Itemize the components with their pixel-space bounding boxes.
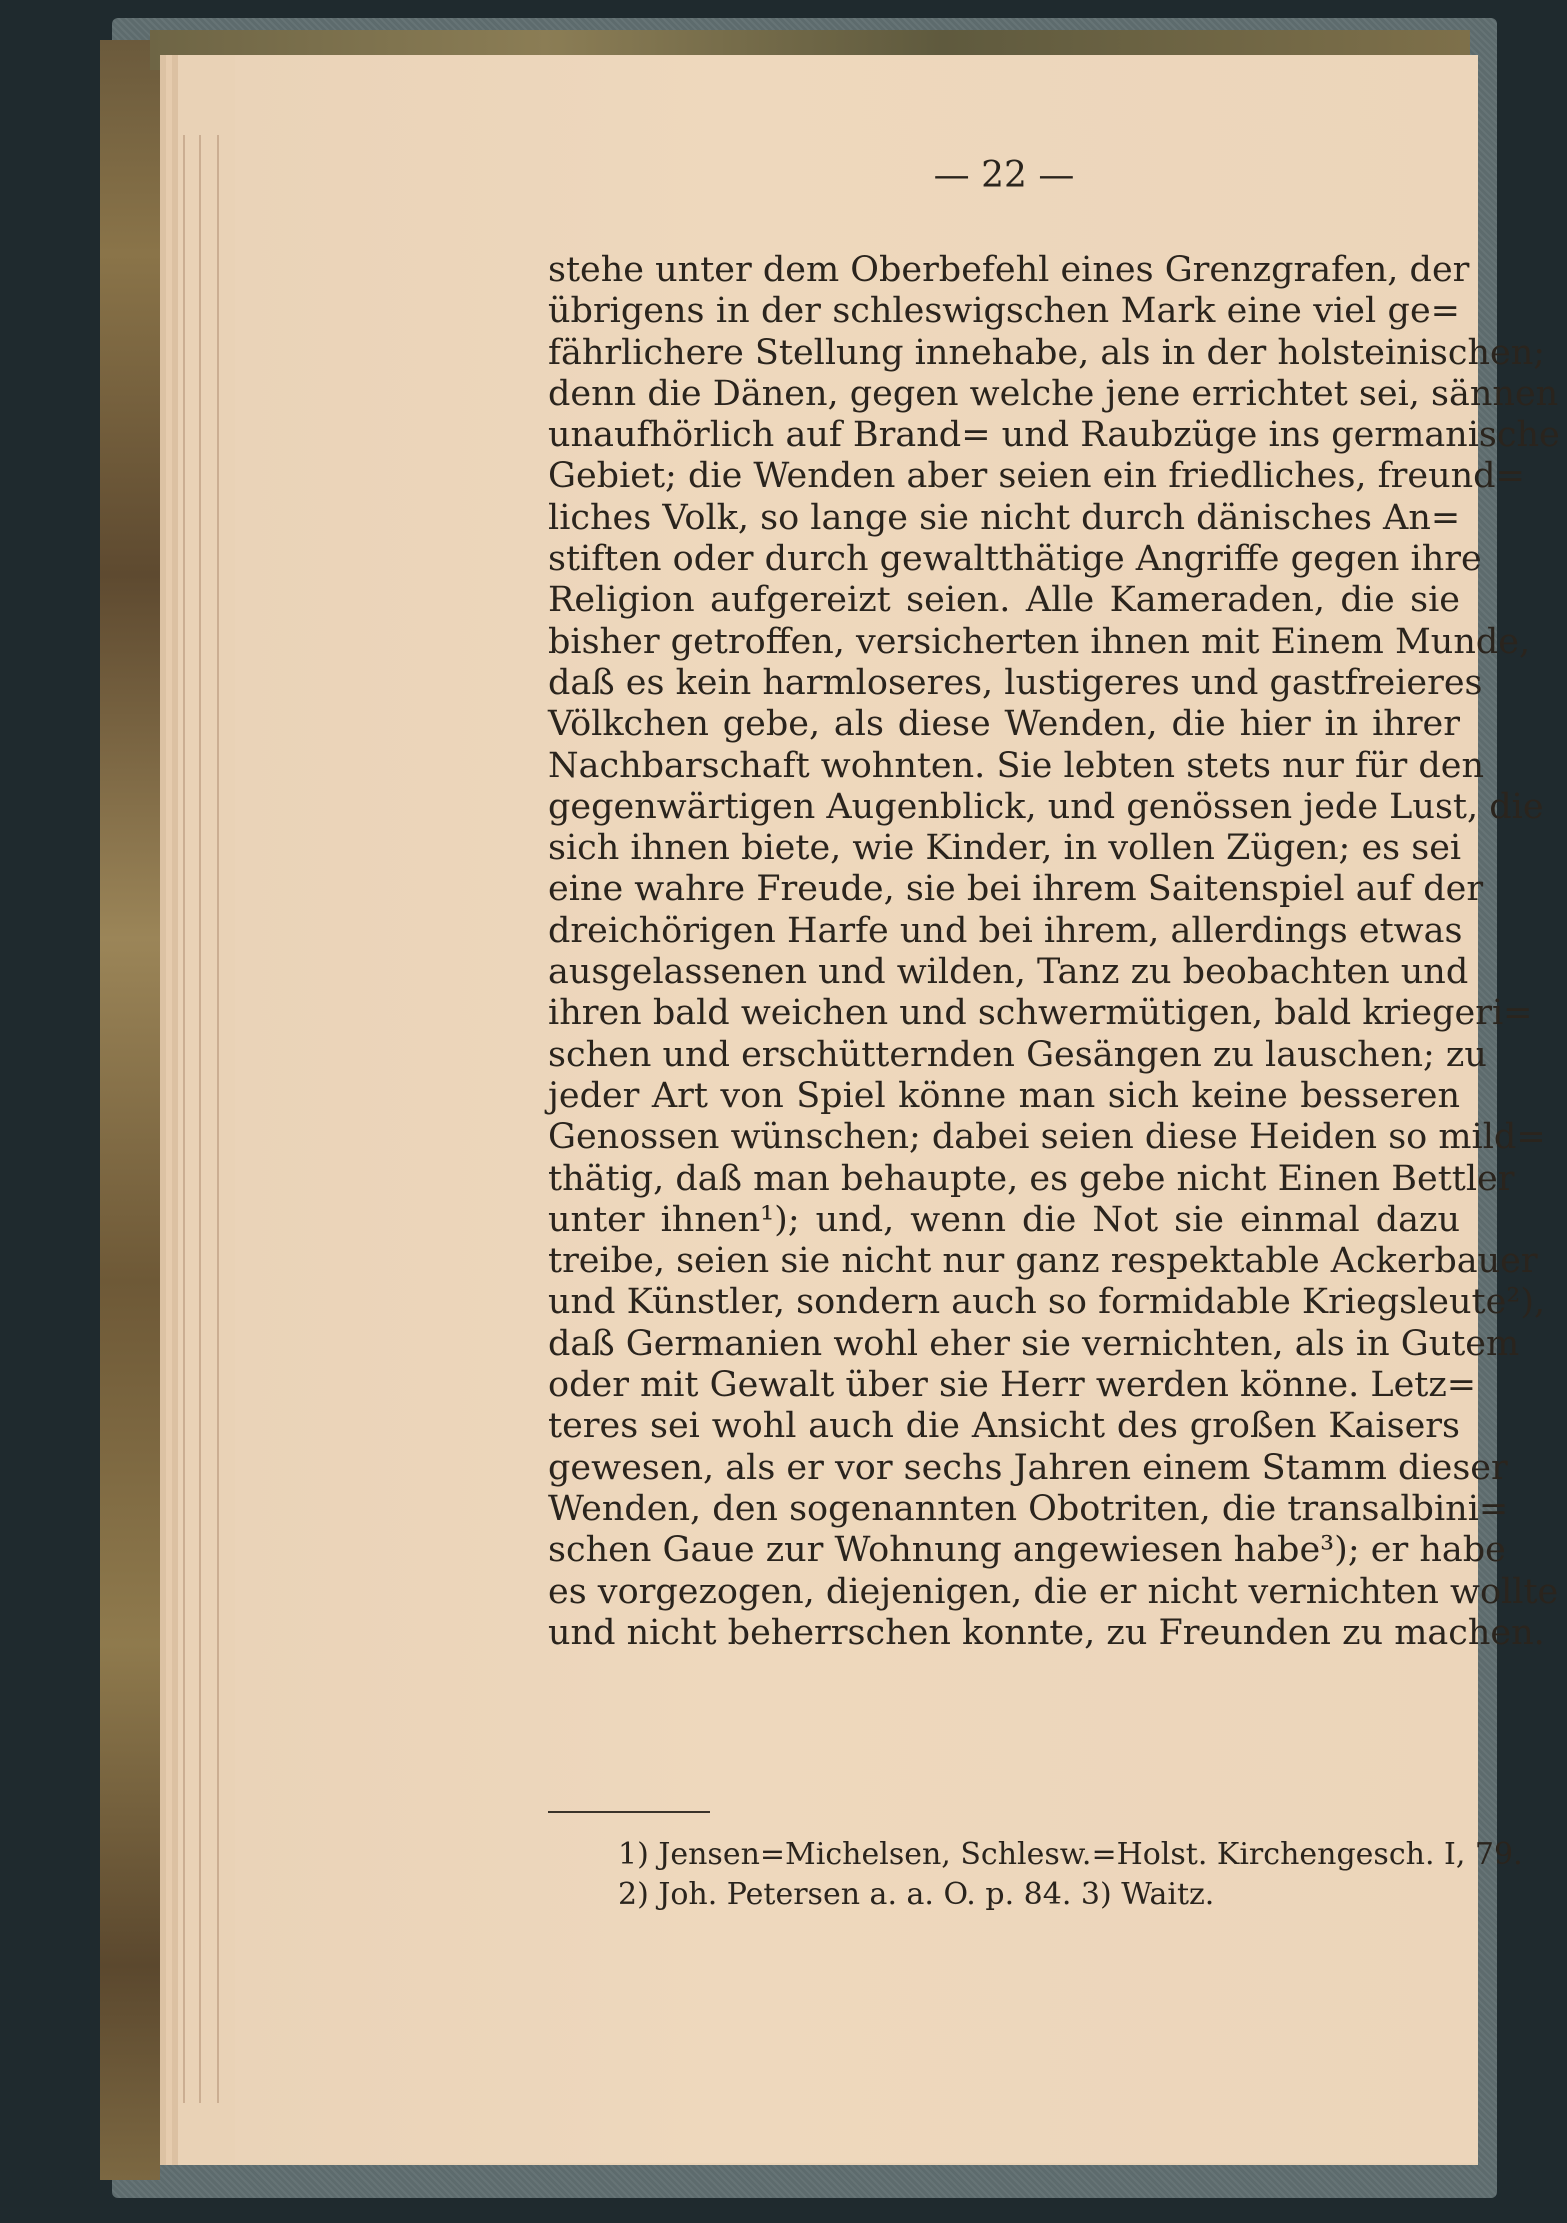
text-line: Genossen wünschen; dabei seien diese Heiden so mild=	[548, 1117, 1546, 1158]
text-line: Völkchen gebe, als diese Wenden, die hier in ihrer	[548, 704, 1460, 745]
text-line: thätig, daß man behaupte, es gebe nicht Einen Bettler	[548, 1158, 1515, 1199]
text-line: stehe unter dem Oberbefehl eines Grenzgrafen, der	[548, 250, 1470, 290]
text-line: liches Volk, so lange sie nicht durch dänisches An=	[548, 497, 1461, 538]
footnote-separator	[548, 1811, 710, 1813]
text-line: und nicht beherrschen konnte, zu Freunden zu machen.	[548, 1612, 1545, 1653]
text-line: fährlichere Stellung innehabe, als in der holsteinischen;	[548, 332, 1546, 373]
page-edge-line	[199, 135, 201, 2103]
text-line: unaufhörlich auf Brand= und Raubzüge ins germanische	[548, 415, 1560, 456]
text-line: Nachbarschaft wohnten. Sie lebten stets nur für den	[548, 745, 1485, 786]
footnote: 2) Joh. Petersen a. a. O. p. 84. 3) Waitz.	[618, 1877, 1215, 1912]
text-line: daß Germanien wohl eher sie vernichten, als in Gutem	[548, 1323, 1520, 1364]
text-line: ihren bald weichen und schwermütigen, bald kriegeri=	[548, 993, 1533, 1034]
text-line: schen und erschütternden Gesängen zu lauschen; zu	[548, 1034, 1487, 1075]
text-line: oder mit Gewalt über sie Herr werden könne. Letz=	[548, 1365, 1477, 1406]
body-text	[548, 250, 1560, 1654]
page-edge-line	[217, 135, 219, 2103]
text-line: bisher getroffen, versicherten ihnen mit Einem Munde,	[548, 621, 1531, 662]
text-line: jeder Art von Spiel könne man sich keine besseren	[548, 1075, 1460, 1116]
text-line: daß es kein harmloseres, lustigeres und gastfreieres	[548, 662, 1483, 703]
text-line: übrigens in der schleswigschen Mark eine viel ge=	[548, 291, 1460, 332]
page-number: — 22 —	[933, 155, 1075, 196]
footnote: 1) Jensen=Michelsen, Schlesw.=Holst. Kirchengesch. I, 79.	[618, 1837, 1523, 1872]
marbled-edge	[100, 40, 160, 2180]
text-line: stiften oder durch gewaltthätige Angriffe gegen ihre	[548, 539, 1482, 580]
text-line: gegenwärtigen Augenblick, und genössen jede Lust, die	[548, 786, 1544, 827]
text-line: und Künstler, sondern auch so formidable Kriegsleute²),	[548, 1282, 1546, 1323]
text-line: teres sei wohl auch die Ansicht des großen Kaisers	[548, 1406, 1460, 1447]
text-line: es vorgezogen, diejenigen, die er nicht vernichten wollte	[548, 1571, 1559, 1612]
text-line: schen Gaue zur Wohnung angewiesen habe³); er habe	[548, 1530, 1506, 1571]
footnotes	[618, 1835, 1523, 1915]
text-line: denn die Dänen, gegen welche jene errichtet sei, sännen	[548, 373, 1559, 414]
text-line: sich ihnen biete, wie Kinder, in vollen Zügen; es sei	[548, 828, 1462, 869]
text-line: ausgelassenen und wilden, Tanz zu beobachten und	[548, 952, 1469, 993]
text-line: gewesen, als er vor sechs Jahren einem Stamm dieser	[548, 1447, 1508, 1488]
text-line: treibe, seien sie nicht nur ganz respektable Ackerbauer	[548, 1241, 1538, 1282]
text-line: unter ihnen¹); und, wenn die Not sie einmal dazu	[548, 1199, 1460, 1240]
text-line: dreichörigen Harfe und bei ihrem, allerdings etwas	[548, 910, 1463, 951]
text-line: eine wahre Freude, sie bei ihrem Saitenspiel auf der	[548, 869, 1484, 910]
text-line: Gebiet; die Wenden aber seien ein friedliches, freund=	[548, 456, 1525, 497]
page-edge-line	[183, 135, 185, 2103]
text-line: Religion aufgereizt seien. Alle Kameraden, die sie	[548, 580, 1460, 621]
text-line: Wenden, den sogenannten Obotriten, die transalbini=	[548, 1488, 1509, 1529]
